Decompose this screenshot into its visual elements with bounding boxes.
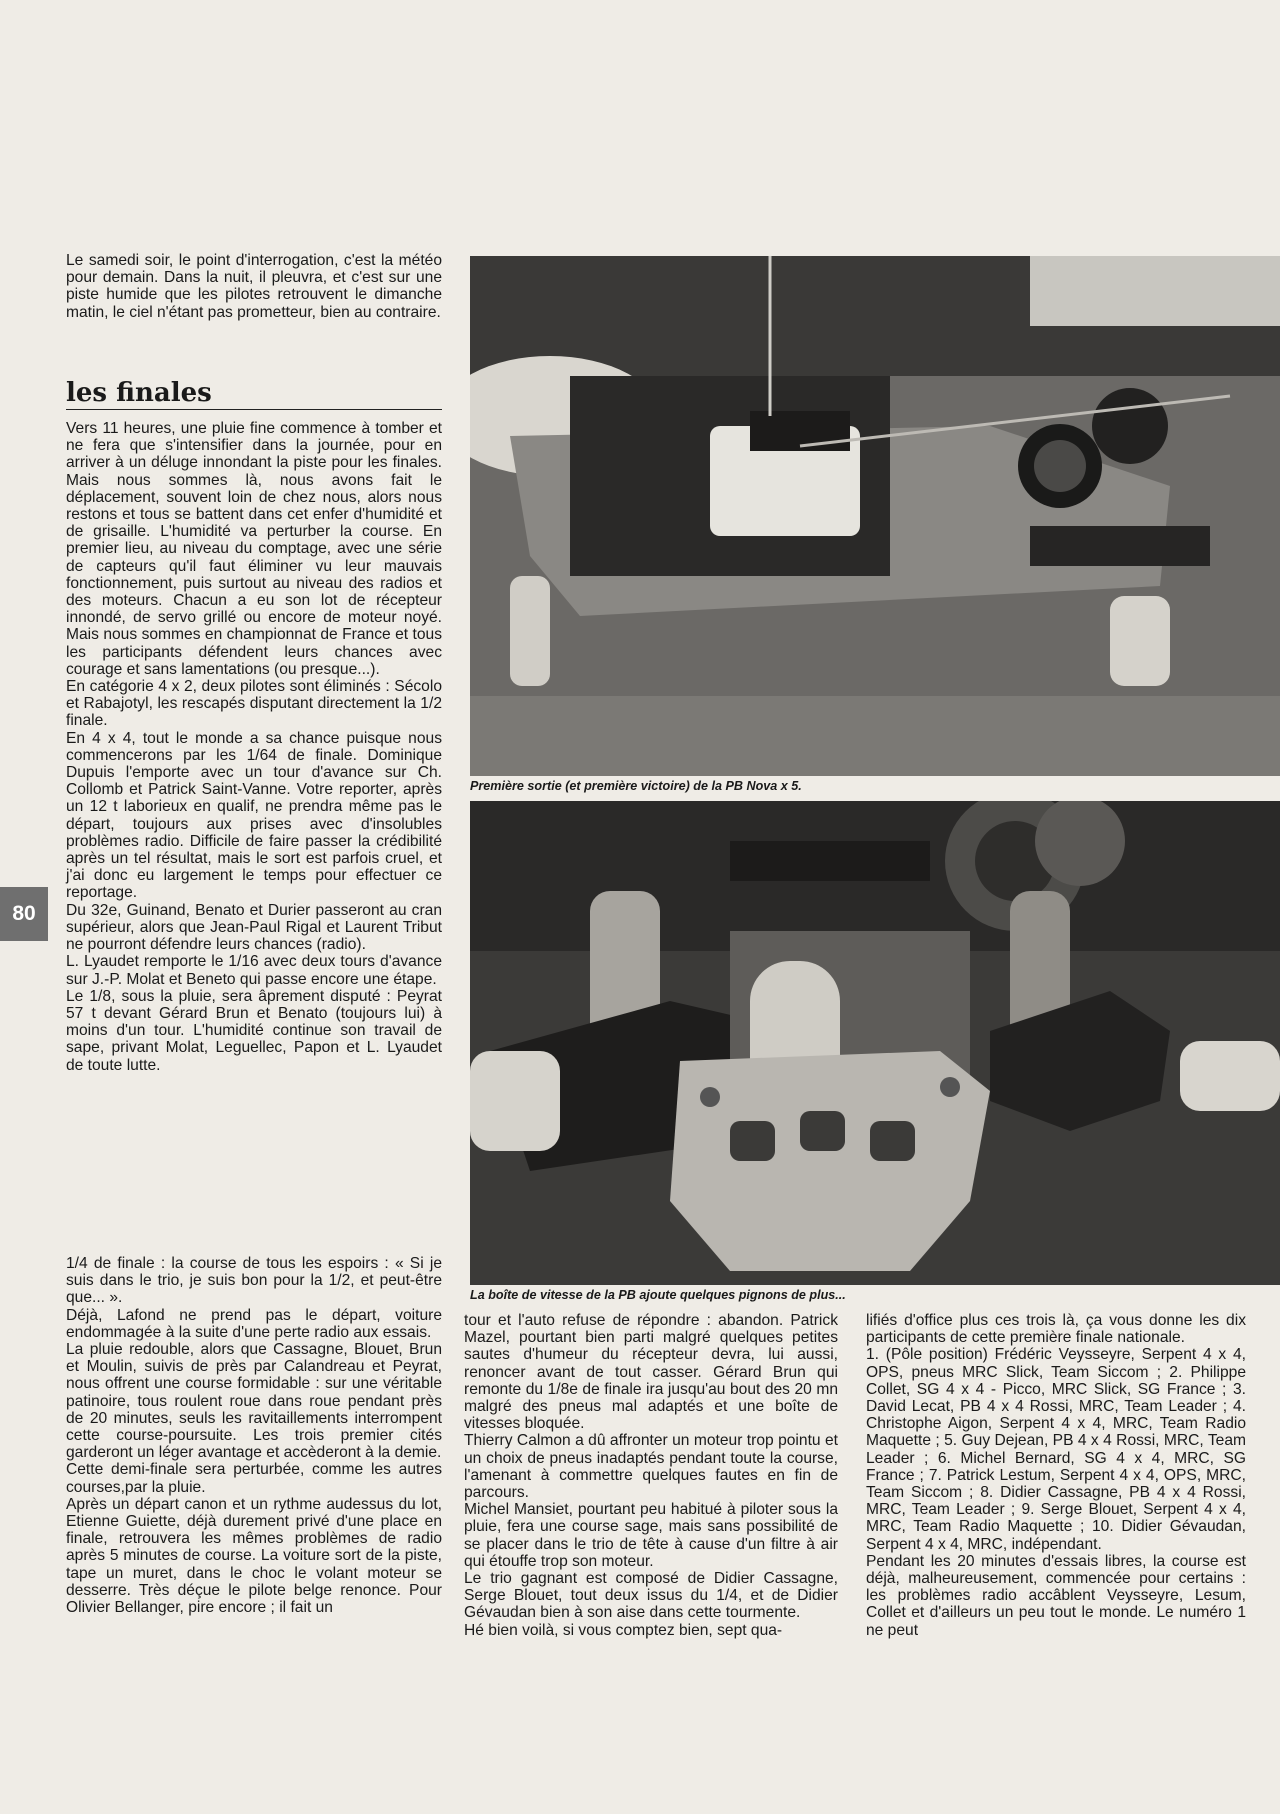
column1-body [66, 420, 442, 1074]
paragraph: En 4 x 4, tout le monde a sa chance puisque nous commencerons par les 1/64 de finale. Dominique Dupuis l'emporte avec un tour d'avance sur Ch. Collomb et Patrick Saint-Vanne. Votre reporter, après un 12 t laborieux en qualif, ne prendra même pas le départ, toujours aux prises avec d'insolubles problèmes radio. Difficile de faire passer la crédibilité après un tel résultat, mais le sort est parfois cruel, et j'ai donc eu largement le temps pour effectuer ce reportage. [66, 729, 442, 902]
intro-paragraph [66, 252, 442, 321]
paragraph: Du 32e, Guinand, Benato et Durier passeront au cran supérieur, alors que Jean-Paul Rigal et Laurent Tribut ne pourront défendre leurs chances (radio). [66, 901, 442, 954]
photo-rc-car-chassis [470, 256, 1280, 776]
paragraph: lifiés d'office plus ces trois là, ça vous donne les dix participants de cette première finale nationale. [866, 1312, 1246, 1347]
section-heading: les finales [66, 378, 442, 410]
photo-caption: Première sortie (et première victoire) de la PB Nova x 5. [470, 779, 802, 793]
paragraph: tour et l'auto refuse de répondre : abandon. Patrick Mazel, pourtant bien parti malgré quelques petites sautes d'humeur du récepteur devra, lui aussi, renoncer avant de tout casser. Gérard Brun qui remonte du 1/8e de finale ira jusqu'au bout des 20 mn malgré des pneus mal adaptés et une boîte de vitesses bloquée. [464, 1312, 838, 1433]
column1-lower-body [66, 1255, 442, 1616]
paragraph: Le 1/8, sous la pluie, sera âprement disputé : Peyrat 57 t devant Gérard Brun et Benato (toujours lui) à moins d'un tour. L'humidité continue son travail de sape, privant Molat, Leguellec, Papon et L. Lyaudet de toute lutte. [66, 987, 442, 1074]
paragraph: Thierry Calmon a dû affronter un moteur trop pointu et un choix de pneus inadaptés pendant toute la course, l'amenant à commettre quelques fautes en fin de parcours. [464, 1432, 838, 1502]
column2-body [464, 1312, 838, 1639]
paragraph: 1. (Pôle position) Frédéric Veysseyre, Serpent 4 x 4, OPS, pneus MRC Slick, Team Siccom ; 2. Philippe Collet, SG 4 x 4 - Picco, MRC Slick, SG France ; 3. David Lecat, PB 4 x 4 Rossi, MRC, Team Leader ; 4. Christophe Aigon, Serpent 4 x 4, MRC, Team Radio Maquette ; 5. Guy Dejean, PB 4 x 4 Rossi, MRC, Team Leader ; 6. Michel Bernard, SG 4 x 4, MRC, SG France ; 7. Patrick Lestum, Serpent 4 x 4, OPS, MRC, Team Siccom ; 8. Didier Cassagne, PB 4 x 4 Rossi, MRC, Team Leader ; 9. Serge Blouet, Serpent 4 x 4, MRC, Team Radio Maquette ; 10. Didier Gévaudan, Serpent 4 x 4, MRC, indépendant. [866, 1346, 1246, 1553]
paragraph: En catégorie 4 x 2, deux pilotes sont éliminés : Sécolo et Rabajotyl, les rescapés disputant directement la 1/2 finale. [66, 678, 442, 730]
column3-body [866, 1312, 1246, 1639]
paragraph: L. Lyaudet remporte le 1/16 avec deux tours d'avance sur J.-P. Molat et Beneto qui passe encore une étape. [66, 953, 442, 988]
paragraph: Michel Mansiet, pourtant peu habitué à piloter sous la pluie, fera une course sage, mais sans possibilité de se placer dans le trio de tête à cause d'un filtre à air qui étouffe trop son moteur. [464, 1501, 838, 1570]
intro-text: Le samedi soir, le point d'interrogation, c'est la météo pour demain. Dans la nuit, il pleuvra, et c'est sur une piste humide que les pilotes retrouvent le dimanche matin, le ciel n'étant pas prometteur, bien au contraire. [66, 252, 442, 321]
gearbox-illustration [470, 801, 1280, 1285]
paragraph: Déjà, Lafond ne prend pas le départ, voiture endommagée à la suite d'une perte radio aux essais. [66, 1306, 442, 1341]
page-number-tab: 80 [0, 887, 48, 941]
paragraph: Après un départ canon et un rythme audessus du lot, Etienne Guiette, déjà durement privé d'une place en finale, retrouvera les mêmes problèmes de radio après 5 minutes de course. La voiture sort de la piste, tape un muret, dans le choc le volant moteur se desserre. Très déçue le pilote belge renonce. Pour Olivier Bellanger, pire encore ; il fait un [66, 1495, 442, 1617]
paragraph: La pluie redouble, alors que Cassagne, Blouet, Brun et Moulin, suivis de près par Calandreau et Peyrat, nous offrent une course formidable : sur une véritable patinoire, tous roulent roue dans roue pendant près de 20 minutes, seuls les ravitaillements interrompent cette course-poursuite. Les trois premier cités garderont un léger avantage et accèderont à la demie. [66, 1341, 442, 1462]
photo-caption: La boîte de vitesse de la PB ajoute quelques pignons de plus... [470, 1288, 846, 1302]
chassis-illustration [470, 256, 1280, 776]
photo-gearbox [470, 801, 1280, 1285]
paragraph: Pendant les 20 minutes d'essais libres, la course est déjà, malheureusement, commencée pour certains : les problèmes radio accâblent Veysseyre, Lesum, Collet et d'ailleurs un peu tout le monde. Le numéro 1 ne peut [866, 1552, 1246, 1639]
paragraph: Cette demi-finale sera perturbée, comme les autres courses,par la pluie. [66, 1461, 442, 1496]
paragraph: Vers 11 heures, une pluie fine commence à tomber et ne fera que s'intensifier dans la journée, pour en arriver à un déluge innondant la piste pour les finales. Mais nous sommes là, nous avons fait le déplacement, souvent loin de chez nous, alors nous restons et tous se battent dans cet enfer d'humidité et de grisaille. L'humidité va perturber la course. En premier lieu, au niveau du comptage, avec une série de capteurs qu'il faut éliminer vu leur mauvais fonctionnement, puis surtout au niveau des radios et des moteurs. Chacun a eu son lot de récepteur innondé, de servo grillé ou encore de moteur noyé. Mais nous sommes en championnat de France et tous les participants défendent leurs chances avec courage et sans lamentations (ou presque...). [66, 420, 442, 678]
paragraph: 1/4 de finale : la course de tous les espoirs : « Si je suis dans le trio, je suis bon pour la 1/2, et peut-être que... ». [66, 1255, 442, 1307]
paragraph: Le trio gagnant est composé de Didier Cassagne, Serge Blouet, tout deux issus du 1/4, et de Didier Gévaudan bien à son aise dans cette tourmente. [464, 1570, 838, 1622]
paragraph: Hé bien voilà, si vous comptez bien, sept qua- [464, 1621, 783, 1639]
